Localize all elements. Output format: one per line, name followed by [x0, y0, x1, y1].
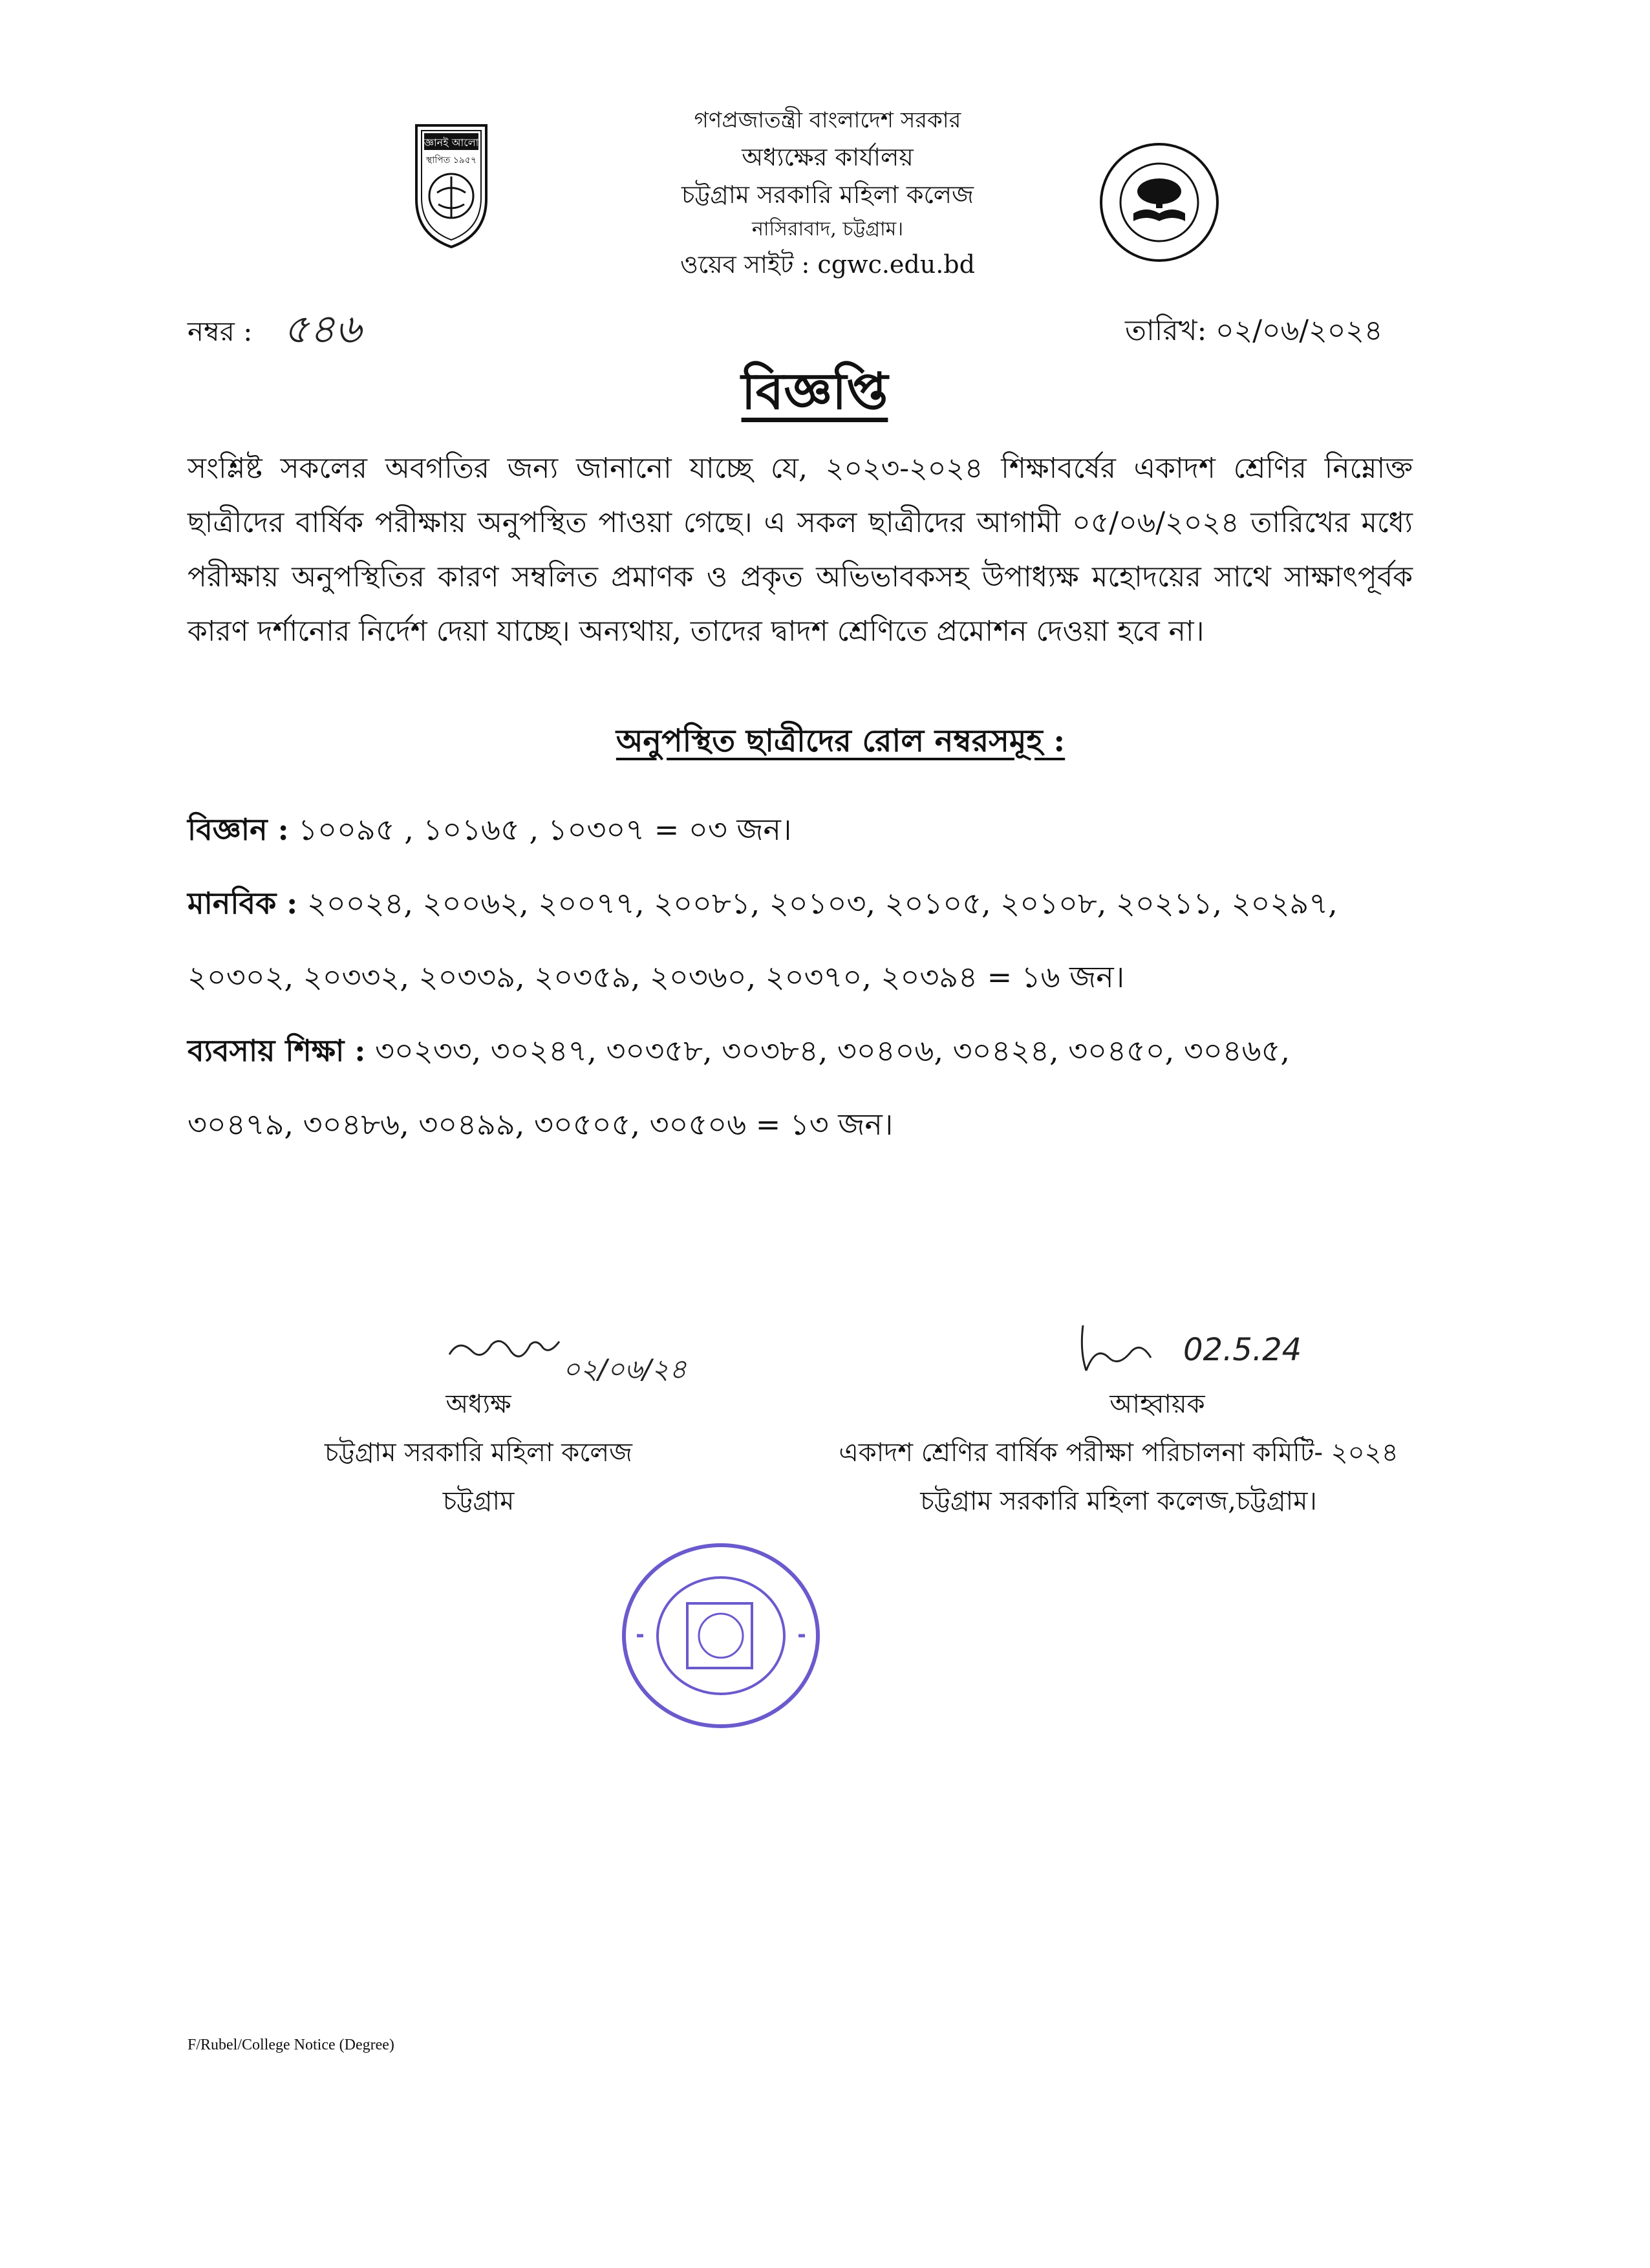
business-rolls-line2: ৩০৪৭৯, ৩০৪৮৬, ৩০৪৯৯, ৩০৫০৫, ৩০৫০৬ = ১৩ জন।: [188, 1107, 894, 1142]
humanities-label: মানবিক :: [188, 886, 298, 921]
notice-body: সংশ্লিষ্ট সকলের অবগতির জন্য জানানো যাচ্ছে যে, ২০২৩-২০২৪ শিক্ষাবর্ষের একাদশ শ্রেণির নিম্নোক্ত ছাত্রীদের বার্ষিক পরীক্ষায় অনুপস্থিত পাওয়া গেছে। এ সকল ছাত্রীদের আগামী ০৫/০৬/২০২৪ তারিখের মধ্যে পরীক্ষায় অনুপস্থিতির কারণ সম্বলিত প্রমাণক ও প্রকৃত অভিভাবকসহ উপাধ্যক্ষ মহোদয়ের সাথে সাক্ষাৎপূর্বক কারণ দর্শানোর নির্দেশ দেয়া যাচ্ছে। অন্যথায়, তাদের দ্বাদশ শ্রেণিতে প্রমোশন দেওয়া হবে না।: [188, 452, 1413, 648]
roll-subheading: অনুপস্থিত ছাত্রীদের রোল নম্বরসমূহ :: [616, 723, 1066, 759]
convener-committee: একাদশ শ্রেণির বার্ষিক পরীক্ষা পরিচালনা কমিটি- ২০২৪: [839, 1438, 1398, 1468]
business-label: ব্যবসায় শিক্ষা :: [188, 1033, 366, 1068]
header-office: অধ্যক্ষের কার্যালয়: [742, 143, 914, 171]
convener-block: [795, 1380, 1442, 1526]
convener-title: আহ্বায়ক: [1109, 1389, 1205, 1419]
humanities-row-2: [188, 941, 1416, 1012]
principal-signature: [446, 1325, 575, 1371]
humanities-rolls-line2: ২০৩০২, ২০৩৩২, ২০৩৩৯, ২০৩৫৯, ২০৩৬০, ২০৩৭০, ২০৩৯৪ = ১৬ জন।: [188, 959, 1125, 994]
principal-title: অধ্যক্ষ: [445, 1389, 511, 1419]
convener-college: চট্টগ্রাম সরকারি মহিলা কলেজ,চট্টগ্রাম।: [920, 1486, 1317, 1516]
principal-city: চট্টগ্রাম: [442, 1486, 515, 1516]
header-govt: গণপ্রজাতন্ত্রী বাংলাদেশ সরকার: [694, 107, 961, 133]
footer-ref: F/Rubel/College Notice (Degree): [188, 2037, 394, 2053]
convener-sign-date: 02.5.24: [1183, 1332, 1302, 1368]
principal-college: চট্টগ্রাম সরকারি মহিলা কলেজ: [325, 1438, 632, 1468]
education-circle-logo: [1098, 141, 1221, 264]
crest-top-text: জ্ঞানই আলো: [423, 136, 479, 149]
date-label: তারিখ:: [1125, 314, 1207, 347]
header-address: নাসিরাবাদ, চট্টগ্রাম।: [751, 218, 904, 241]
science-rolls: ১০০৯৫ , ১০১৬৫ , ১০৩০৭ = ০৩ জন।: [298, 812, 792, 847]
humanities-rolls-line1: ২০০২৪, ২০০৬২, ২০০৭৭, ২০০৮১, ২০১০৩, ২০১০৫, ২০১০৮, ২০২১১, ২০২৯৭,: [306, 886, 1338, 921]
business-row-2: [188, 1089, 1416, 1160]
roll-list: [188, 794, 1416, 1162]
convener-signature: [1070, 1319, 1167, 1377]
header-website: ওয়েব সাইট : cgwc.edu.bd: [680, 250, 975, 279]
science-label: বিজ্ঞান :: [188, 812, 289, 847]
crest-est-text: স্থাপিত ১৯৫৭: [425, 155, 477, 166]
humanities-row: [188, 868, 1416, 939]
business-row: [188, 1015, 1416, 1086]
notice-title: বিজ্ঞপ্তি: [741, 362, 888, 421]
science-row: [188, 794, 1416, 865]
business-rolls-line1: ৩০২৩৩, ৩০২৪৭, ৩০৩৫৮, ৩০৩৮৪, ৩০৪০৬, ৩০৪২৪, ৩০৪৫০, ৩০৪৬৫,: [375, 1033, 1290, 1068]
official-seal-stamp: [617, 1539, 824, 1733]
header-college: চট্টগ্রাম সরকারি মহিলা কলেজ: [681, 180, 974, 209]
ref-number: ৫৪৬: [283, 305, 361, 352]
principal-block: [259, 1380, 698, 1526]
ref-label: নম্বর :: [188, 316, 253, 347]
date-value: ০২/০৬/২০২৪: [1216, 314, 1383, 347]
college-crest-logo: [412, 122, 490, 251]
principal-sign-date: ০২/০৬/২৪: [562, 1353, 687, 1385]
